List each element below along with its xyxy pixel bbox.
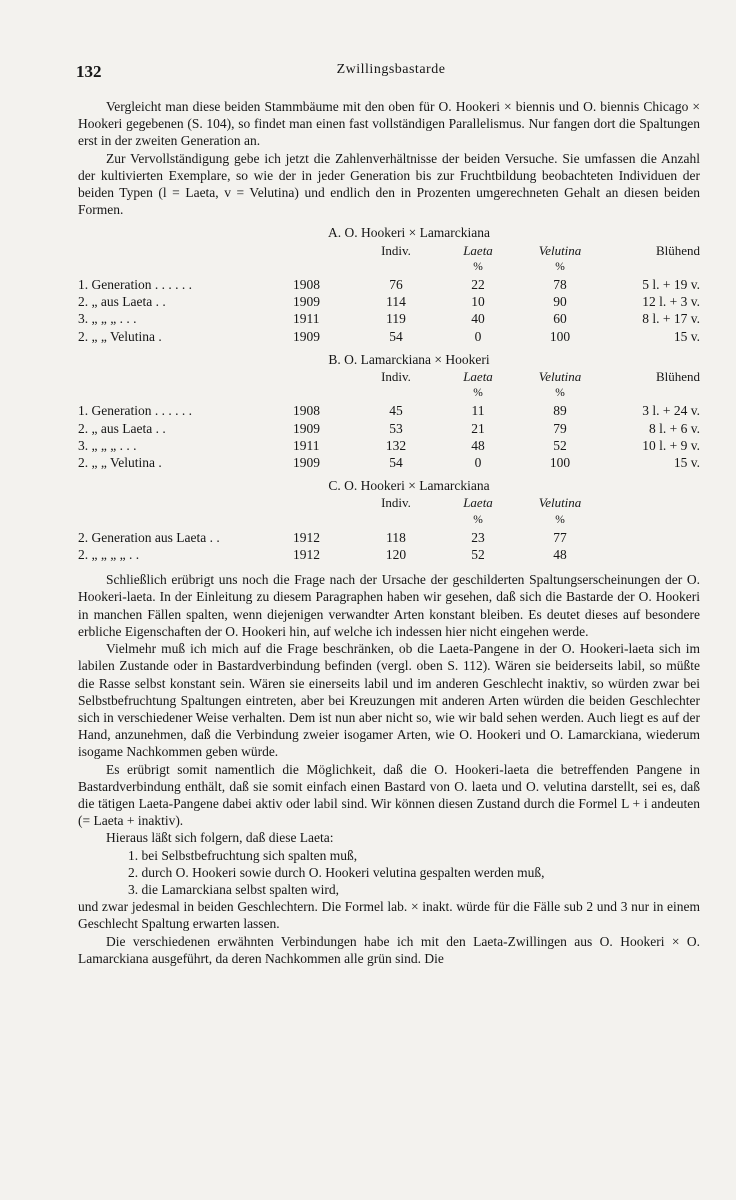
col-bluehend-header: Blühend — [655, 369, 700, 385]
row-bluehend: 5 l. + 19 v. — [642, 277, 700, 293]
row-bluehend: 8 l. + 17 v. — [642, 311, 700, 327]
row-indiv: 53 — [389, 420, 403, 436]
table-a — [78, 224, 700, 344]
table-row — [78, 437, 700, 454]
row-laeta: 0 — [474, 455, 482, 471]
col-velutina-unit: % — [555, 513, 565, 526]
table-row — [78, 546, 700, 563]
table-b — [78, 351, 700, 471]
row-indiv: 54 — [389, 455, 403, 471]
col-laeta-header: Laeta — [463, 242, 493, 258]
row-year: 1908 — [293, 403, 320, 419]
row-year: 1909 — [293, 455, 320, 471]
table-row — [78, 310, 700, 327]
running-title: Zwillingsbastarde — [336, 62, 446, 77]
conclusion-list — [78, 847, 700, 899]
row-year: 1909 — [293, 294, 320, 310]
table-row — [78, 402, 700, 419]
row-velutina: 79 — [553, 420, 567, 436]
row-year: 1909 — [293, 420, 320, 436]
row-laeta: 40 — [471, 311, 485, 327]
col-laeta-unit: % — [473, 513, 483, 526]
list-item: 1. bei Selbstbefruchtung sich spalten muß, — [128, 847, 358, 863]
col-indiv-header: Indiv. — [381, 369, 411, 385]
table-a-caption: A. O. Hookeri × Lamarckiana — [327, 225, 491, 241]
row-indiv: 45 — [389, 403, 403, 419]
row-laeta: 23 — [471, 529, 485, 545]
row-bluehend: 10 l. + 9 v. — [642, 437, 700, 453]
row-bluehend: 12 l. + 3 v. — [642, 294, 700, 310]
row-label: 2. Generation aus Laeta . . — [78, 529, 220, 545]
table-row — [78, 293, 700, 310]
row-label: 3. „ „ „ . . . — [78, 311, 137, 327]
row-year: 1912 — [293, 529, 320, 545]
col-velutina-unit: % — [555, 387, 565, 400]
row-bluehend: 15 v. — [673, 455, 700, 471]
row-label: 1. Generation . . . . . . — [78, 277, 192, 293]
row-indiv: 120 — [385, 547, 407, 563]
table-row — [78, 454, 700, 471]
row-year: 1912 — [293, 547, 320, 563]
row-year: 1909 — [293, 328, 320, 344]
row-velutina: 90 — [553, 294, 567, 310]
table-c-caption: C. O. Hookeri × Lamarckiana — [328, 478, 490, 494]
row-velutina: 60 — [553, 311, 567, 327]
col-velutina-unit: % — [555, 260, 565, 273]
row-indiv: 54 — [389, 328, 403, 344]
col-velutina-header: Velutina — [538, 495, 582, 511]
row-label: 2. „ „ Velutina . — [78, 455, 162, 471]
row-laeta: 21 — [471, 420, 485, 436]
row-indiv: 114 — [386, 294, 406, 310]
paragraph-und: und zwar jedesmal in beiden Geschlechtern. Die Formel lab. × inakt. würde für die Fälle sub 2 und 3 nur in einem Geschlecht Spaltung erwarten lassen. — [78, 899, 700, 932]
list-item: 2. durch O. Hookeri sowie durch O. Hookeri velutina gespalten werden muß, — [128, 864, 545, 880]
row-label: 3. „ „ „ . . . — [78, 437, 137, 453]
row-laeta: 0 — [474, 328, 482, 344]
row-velutina: 100 — [549, 328, 571, 344]
row-laeta: 22 — [471, 277, 485, 293]
col-laeta-header: Laeta — [463, 495, 493, 511]
list-item: 3. die Lamarckiana selbst spalten wird, — [128, 881, 340, 897]
row-velutina: 78 — [553, 277, 567, 293]
paragraph-vielmehr: Vielmehr muß ich mich auf die Frage beschränken, ob die Laeta-Pangene in der O. Hookeri-laeta sich im labilen Zustande oder in Bastardverbindung befinden (vergl. oben S. 112). Wären sie beiderseits labil, so müßte die Rasse selbst konstant sein. Wären sie einerseits labil und im anderen Geschlecht inaktiv, so würden zwar bei Selbstbefruchtung Spaltungen eintreten, aber bei Kreuzungen mit anderen Arten würden die beiden Geschlechter sich in verschiedener Weise verhalten. Dem ist nun aber nicht so, wie wir bald sehen werden. Auch liegt es auf der Hand, anzunehmen, daß die Verbindung zweier isogamer Arten, wie O. Hookeri und O. Lamarckiana, wiederum isogame Nachkommen geben würde. — [78, 641, 700, 760]
paragraph-intro: Vergleicht man diese beiden Stammbäume mit den oben für O. Hookeri × biennis und O. biennis Chicago × Hookeri gegebenen (S. 104), so findet man einen fast vollständigen Parallelismus. Nur fangen dort die Spaltungen erst in der zweiten Generation an. — [78, 99, 700, 149]
row-indiv: 132 — [385, 437, 407, 453]
table-row — [78, 328, 700, 345]
row-label: 1. Generation . . . . . . — [78, 403, 192, 419]
row-bluehend: 8 l. + 6 v. — [649, 420, 700, 436]
row-laeta: 48 — [471, 437, 485, 453]
col-laeta-unit: % — [473, 260, 483, 273]
row-label: 2. „ „ Velutina . — [78, 328, 162, 344]
table-row — [78, 529, 700, 546]
row-velutina: 52 — [553, 437, 567, 453]
row-velutina: 89 — [553, 403, 567, 419]
row-laeta: 52 — [471, 547, 485, 563]
table-c — [78, 477, 700, 563]
paragraph-es: Es erübrigt somit namentlich die Möglichkeit, daß die O. Hookeri-laeta die betreffenden Pangene in Bastardverbindung enthält, daß sie somit einfach einen Bastard von O. laeta und O. velutina darstellt, sei es, daß die tätigen Laeta-Pangene dabei aktiv oder labil sind. Wir können diesen Zustand durch die Formel L + i andeuten (= Laeta + inaktiv). — [78, 761, 700, 829]
row-bluehend: 15 v. — [673, 328, 700, 344]
paragraph-hieraus: Hieraus läßt sich folgern, daß diese Laeta: — [106, 830, 334, 846]
table-row — [78, 276, 700, 293]
table-b-caption: B. O. Lamarckiana × Hookeri — [328, 351, 490, 367]
row-indiv: 118 — [386, 529, 406, 545]
row-year: 1911 — [293, 311, 320, 327]
row-velutina: 48 — [553, 547, 567, 563]
row-velutina: 100 — [549, 455, 571, 471]
row-year: 1911 — [293, 437, 320, 453]
row-laeta: 11 — [471, 403, 485, 419]
paragraph-die: Die verschiedenen erwähnten Verbindungen habe ich mit den Laeta-Zwillingen aus O. Hookeri × O. Lamarckiana ausgeführt, da deren Nachkommen alle grün sind. Die — [78, 933, 700, 966]
row-label: 2. „ aus Laeta . . — [78, 294, 166, 310]
row-label: 2. „ „ „ „ . . — [78, 547, 140, 563]
col-velutina-header: Velutina — [538, 242, 582, 258]
paragraph-zur: Zur Vervollständigung gebe ich jetzt die Zahlenverhältnisse der beiden Versuche. Sie umfassen die Anzahl der kultivierten Exemplare, so wie der in jeder Generation bis zur Fruchtbildung beobachteten Individuen der beiden Typen (l = Laeta, v = Velutina) und endlich den in Prozenten umgerechneten Gehalt an diesen beiden Formen. — [78, 150, 700, 218]
row-indiv: 119 — [386, 311, 406, 327]
row-laeta: 10 — [471, 294, 485, 310]
col-bluehend-header: Blühend — [655, 242, 700, 258]
page-number: 132 — [76, 62, 102, 81]
row-label: 2. „ aus Laeta . . — [78, 420, 166, 436]
row-indiv: 76 — [389, 277, 403, 293]
col-velutina-header: Velutina — [538, 369, 582, 385]
row-year: 1908 — [293, 277, 320, 293]
row-bluehend: 3 l. + 24 v. — [642, 403, 700, 419]
page-header — [76, 62, 706, 84]
col-laeta-unit: % — [473, 387, 483, 400]
col-indiv-header: Indiv. — [381, 242, 411, 258]
row-velutina: 77 — [553, 529, 567, 545]
table-row — [78, 420, 700, 437]
paragraph-schluss: Schließlich erübrigt uns noch die Frage nach der Ursache der geschilderten Spaltungserscheinungen der O. Hookeri-laeta. In der Einleitung zu diesem Paragraphen haben wir gesehen, daß sich die Bastarde der O. Hookeri in manchen Fällen spalten, wenn diejenigen verwandter Arten konstant bleiben. Es deutet dieses auf besondere erbliche Eigenschaften der O. Hookeri hin, auf welche ich indessen hier nicht eingehen werde. — [78, 572, 700, 639]
col-indiv-header: Indiv. — [381, 495, 411, 511]
page-body — [78, 98, 700, 967]
col-laeta-header: Laeta — [463, 369, 493, 385]
